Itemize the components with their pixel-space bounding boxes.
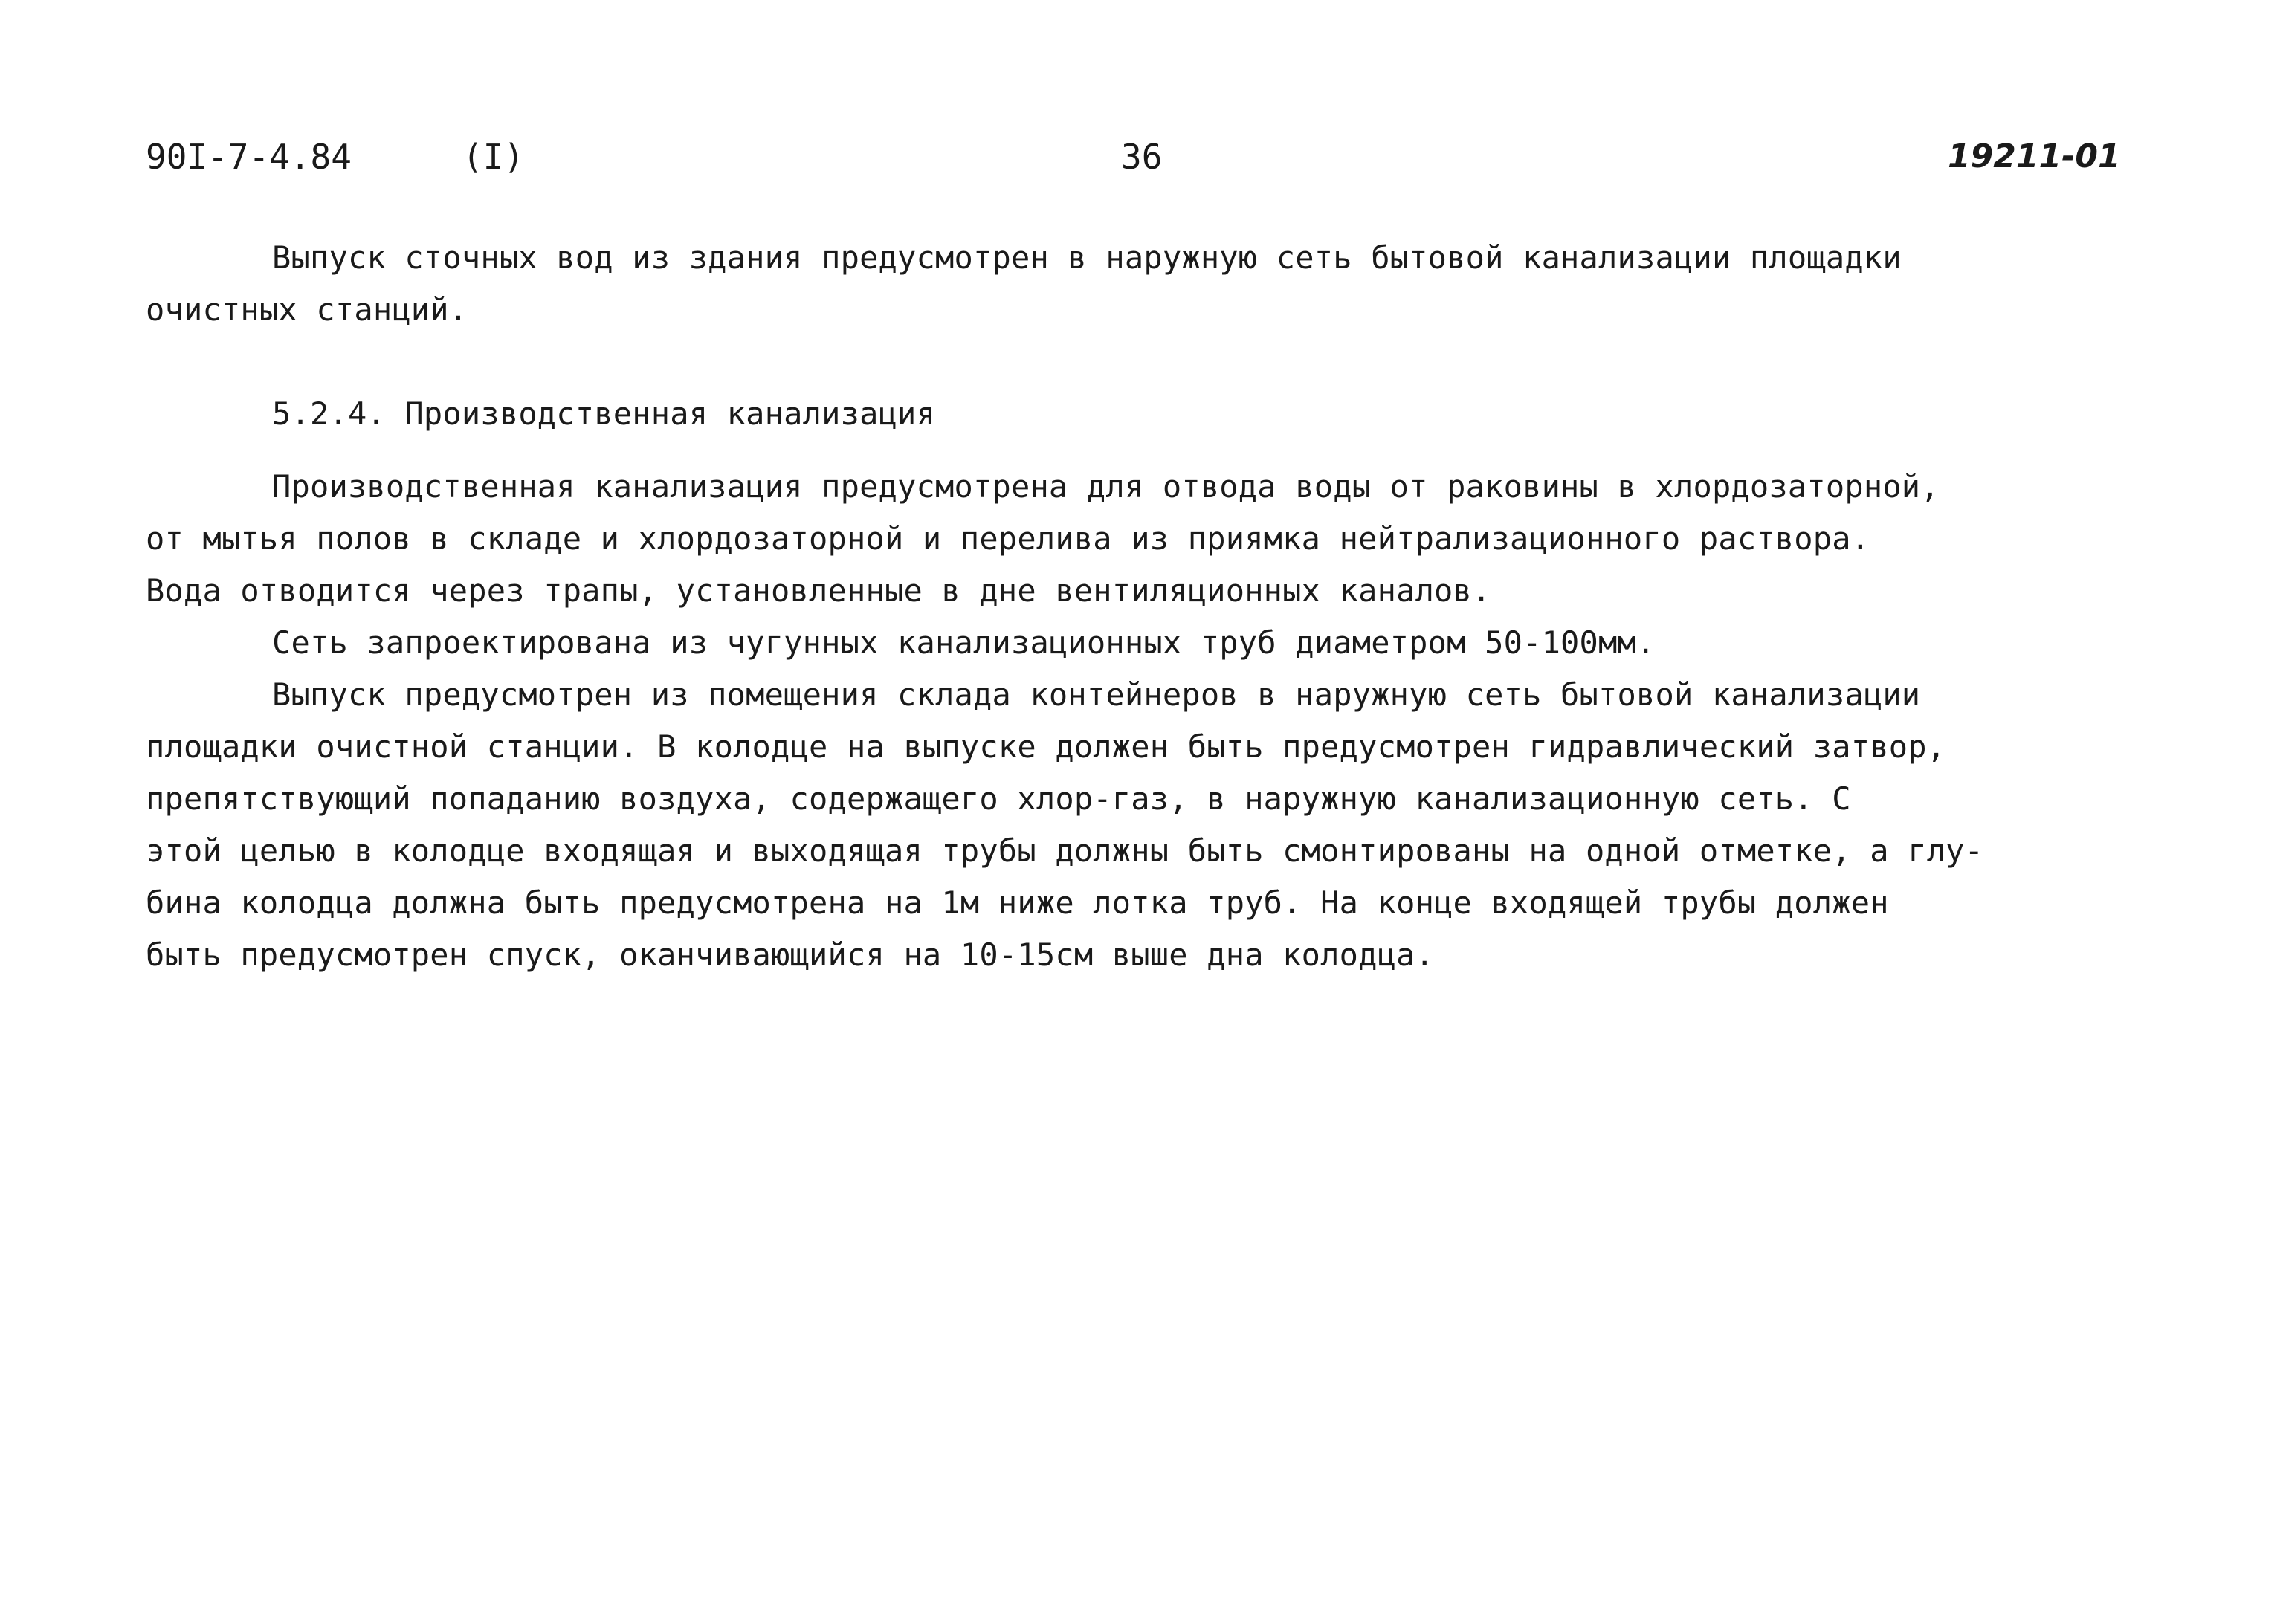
- paragraph-line: площадки очистной станции. В колодце на выпуске должен быть предусмотрен гидравлический затвор,: [146, 728, 1946, 765]
- paragraph-line: быть предусмотрен спуск, оканчивающийся на 10-15см выше дна колодца.: [146, 936, 1435, 973]
- document-code: 90I-7-4.84: [146, 137, 352, 177]
- paragraph-line: этой целью в колодце входящая и выходящая трубы должны быть смонтированы на одной отметке, а глу-: [146, 832, 1984, 869]
- sheet-designation: (I): [462, 137, 525, 177]
- paragraph-line: от мытья полов в складе и хлордозаторной и перелива из приямка нейтрализационного раствора.: [146, 520, 1870, 557]
- archive-number: 19211-01: [1948, 138, 2121, 175]
- paragraph-line: Вода отводится через трапы, установленные в дне вентиляционных каналов.: [146, 572, 1491, 609]
- paragraph-line: Выпуск сточных вод из здания предусмотрен в наружную сеть бытовой канализации площадки: [272, 239, 1902, 276]
- paragraph-line: Сеть запроектирована из чугунных канализационных труб диаметром 50-100мм.: [272, 624, 1656, 661]
- page-number: 36: [1121, 137, 1163, 177]
- paragraph-line: препятствующий попаданию воздуха, содержащего хлор-газ, в наружную канализационную сеть. С: [146, 780, 1851, 817]
- page-header: [0, 131, 2283, 183]
- paragraph-line: бина колодца должна быть предусмотрена на 1м ниже лотка труб. На конце входящей трубы должен: [146, 884, 1889, 921]
- paragraph-line: Выпуск предусмотрен из помещения склада контейнеров в наружную сеть бытовой канализации: [272, 676, 1921, 713]
- paragraph-line: Производственная канализация предусмотрена для отвода воды от раковины в хлордозаторной,: [272, 468, 1940, 505]
- section-heading: 5.2.4. Производственная канализация: [272, 395, 936, 432]
- paragraph-line: очистных станций.: [146, 291, 468, 328]
